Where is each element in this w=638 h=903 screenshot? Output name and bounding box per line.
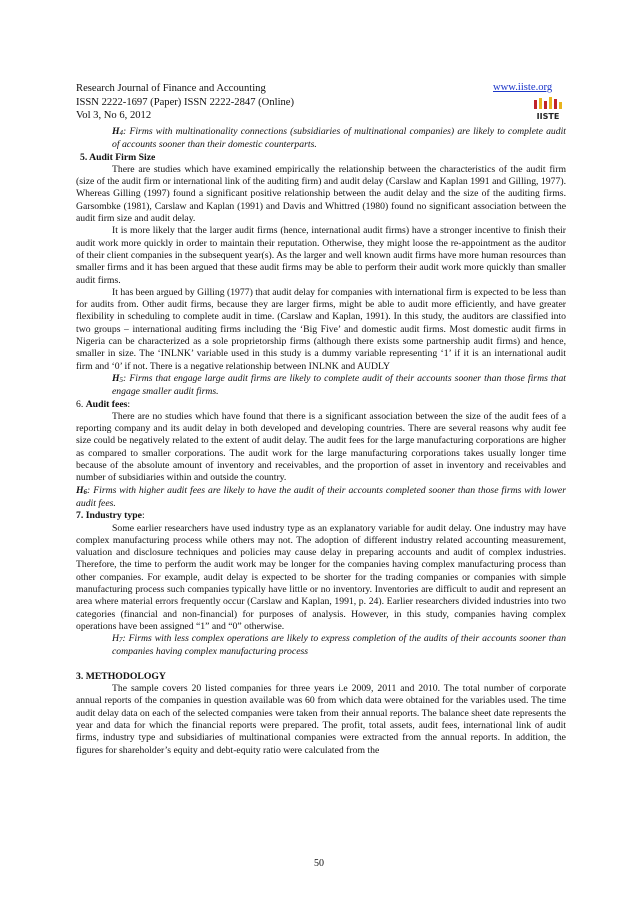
section-heading-methodology: 3. METHODOLOGY xyxy=(76,670,166,682)
section-heading-industry-type: 7. Industry type: xyxy=(76,510,145,522)
section-heading-audit-firm-size: 5. Audit Firm Size xyxy=(80,151,156,163)
hypothesis-h6: H6: Firms with higher audit fees are likely to have the audit of their accounts completed sooner than those firms with lower audit fees. xyxy=(76,484,566,509)
hypothesis-h5: H5: Firms that engage large audit firms are likely to complete audit of their accounts sooner than those firms that engage smaller audit firms. xyxy=(112,372,566,398)
hypothesis-h4: H4: Firms with multinationality connections (subsidiaries of multinational companies) are likely to complete audit of accounts sooner than their domestic counterparts. xyxy=(112,126,566,151)
svg-text:IISTE: IISTE xyxy=(536,112,560,121)
website-link[interactable]: www.iiste.org xyxy=(493,82,553,93)
paragraph: There are studies which have examined empirically the relationship between the characteristics of the audit firm (size of the audit firm or international link of the auditing firm) and audit delay (Carslaw and Kaplan 1991 and Gilling, 1977). Whereas Gilling (1997) found a significant positive relationship between the audit delay and the size of the auditing firms. Garsombke (1981), Carslaw and Kaplan (1991) and Davis and Whittred (1980) found no significant association between the audit firm size and audit delay. xyxy=(76,163,566,225)
section-heading-audit-fees: 6. Audit fees: xyxy=(76,398,131,410)
paragraph: There are no studies which have found that there is a significant association between the size of the audit fees of a reporting company and its audit delay in both developed and developing countries. There are several reasons why audit fee size could be negatively related to the extent of audit delay. The audit fees for the large manufacturing corporations are higher as compared to smaller corporations. The audit work for the large manufacturing corporations takes usually longer time because of the absolute amount of inventory and receivables, and the proportion of asset in inventory and receivables and number of subsidiaries within and outside the country. xyxy=(76,410,566,484)
journal-volume: Vol 3, No 6, 2012 xyxy=(76,110,152,122)
paragraph: It has been argued by Gilling (1977) that audit delay for companies with international firm is expected to be less than for audits from. Other audit firms, because they are larger firms, might be able to audit more efficiently, and have greater flexibility in scheduling to complete audit in time. (Carslaw and Kaplan, 1991). In this study, the auditors are classified into two groups – international auditing firms including the ‘Big Five’ and domestic audit firms. Most domestic audit firms in Nigeria can be characterized as a sole proprietorship firms (although there exists some partnership audit firms) and hence, smaller in size. The ‘INLNK’ variable used in this study is a dummy variable representing ‘1’ if it is an international audit firm and ‘0’ if not. There is a negative relationship between INLNK and AUDLY xyxy=(76,286,566,372)
paragraph: Some earlier researchers have used industry type as an explanatory variable for audit delay. One industry may have complex manufacturing process while others may not. The adoption of different industry related accounting measurement, valuation and disclosure techniques and policies may cause delay in preparing accounts and audit of complex industries. Therefore, the time to perform the audit work may be longer for the companies having complex manufacturing process than other companies. For example, audit delay is expected to be shorter for the trading companies or companies with simple manufacturing process such companies typically have little or no inventory. Inventories are difficult to audit and represent an area where material errors frequently occur (Carslaw and Kaplan, 1991, p. 24). Earlier researchers divided industries into two categories (financial and non-financial) for purposes of analysis. However, in this study, companies having complex operations have been assigned “1” and “0” otherwise. xyxy=(76,522,566,632)
spacer xyxy=(76,659,566,671)
iiste-logo xyxy=(533,96,563,122)
article-body xyxy=(76,126,566,757)
hypothesis-h7: H7: Firms with less complex operations are likely to express completion of the audits of their accounts sooner than companies having complex manufacturing process xyxy=(112,633,566,658)
journal-issn: ISSN 2222-1697 (Paper) ISSN 2222-2847 (Online) xyxy=(76,96,295,108)
paragraph: It is more likely that the larger audit firms (hence, international audit firms) have a stronger incentive to finish their audit work more quickly in order to maintain their reputation. Otherwise, they might loose the re-appointment as the auditor of their client companies in the subsequent year(s). As the larger and well known audit firms have more human resources than smaller firms and it has been argued that these audit firms may be able to perform their audit work more quickly than smaller audit firms. xyxy=(76,225,566,286)
paragraph: The sample covers 20 listed companies for three years i.e 2009, 2011 and 2010. The total number of corporate annual reports of the companies in question available was 60 from which data were obtained for the variables used. The time audit delay data on each of the selected companies were taken from their annual reports. The balance sheet date represents the year and data for which the financial reports were prepared. The profit, total assets, audit fees, international link of audit firms, industry type and subsidiaries of multinational companies were extracted from the annual reports. In addition, the figures for shareholder’s equity and debt-equity ratio were calculated from the xyxy=(76,683,566,756)
journal-title: Research Journal of Finance and Accounting xyxy=(76,83,266,94)
page-number: 50 xyxy=(314,858,324,869)
